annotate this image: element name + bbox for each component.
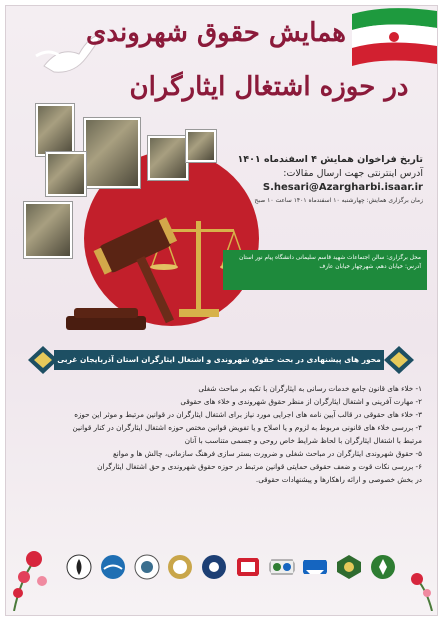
photo-frame xyxy=(186,130,216,162)
topics-header: محور های پیشنهادی در بحث حقوق شهروندی و اشتغال ایثارگران استان آذربایجان غربی xyxy=(54,350,384,370)
topic-item: ۶- بررسی نکات قوت و ضعف حقوقی حمایتی قوانین مرتبط در حوزه حقوق شهروندی و حق اشتغال ایثارگران xyxy=(97,462,422,471)
topic-item: مرتبط با اشتغال ایثارگران با لحاظ شرایط خاص روحی و جسمی متناسب با آنان xyxy=(184,436,422,445)
topics-list xyxy=(22,382,422,486)
poster xyxy=(5,5,438,616)
dual-logo-icon xyxy=(269,554,295,580)
tehran-logo-icon xyxy=(235,554,261,580)
topic-item: ۲- مهارت آفرینی و اشتغال ایثارگران از منظر حقوق شهروندی و خلاء های حقوقی xyxy=(180,397,422,406)
navy-logo-icon xyxy=(201,554,227,580)
logos-row xyxy=(66,549,396,585)
photo-frame xyxy=(84,118,140,188)
topic-item: در بخش خصوصی و ارائه راهکارها و پیشنهادات حقوقی. xyxy=(255,475,422,484)
topic-item: ۵- حقوق شهروندی ایثارگران در مباحث شغلی و ضرورت بستر سازی فرهنگ سازمانی، چالش ها و موانع xyxy=(112,449,422,458)
photo-frame xyxy=(46,152,86,196)
ship-logo-icon xyxy=(302,554,328,580)
venue-box xyxy=(223,250,427,290)
gavel-icon xyxy=(56,211,216,341)
ornament-icon xyxy=(382,344,416,376)
page-subtitle: در حوزه اشتغال ایثارگران xyxy=(129,72,409,102)
army-logo-icon xyxy=(336,554,362,580)
venue-line: محل برگزاری: سالن اجتماعات شهید قاسم سلیمانی دانشگاه پیام نور استان xyxy=(239,255,421,261)
call-date: تاریخ فراخوان همایش ۴ اسفندماه ۱۴۰۱ xyxy=(237,154,423,165)
page-title: همایش حقوق شهروندی xyxy=(86,18,346,48)
seal-logo-icon xyxy=(167,554,193,580)
email-address[interactable]: S.hesari@Azargharbi.isaar.ir xyxy=(262,182,423,193)
venue-address: آدرس: خیابان دهم، شهرچهار خیابان عارف xyxy=(319,264,421,270)
info-block xyxy=(223,154,423,204)
photo-frame xyxy=(148,136,188,180)
flowers-decoration-icon xyxy=(6,531,66,611)
email-label: آدرس اینترنتی جهت ارسال مقالات: xyxy=(283,168,423,179)
flowers-decoration-icon xyxy=(397,561,437,611)
iran-emblem-logo-icon xyxy=(66,554,92,580)
topic-item: ۱- خلاء های قانون جامع خدمات رسانی به ایثارگران با تکیه بر مباحث شغلی xyxy=(198,384,422,393)
university-logo-icon xyxy=(134,554,160,580)
topic-item: ۳- خلاء های حقوقی در قالب آیین نامه های اجرایی مورد نیاز برای اشتغال ایثارگران در قوانین مرتبط و موثر این حوزه xyxy=(74,410,422,419)
event-date: زمان برگزاری همایش: چهارشنبه ۱۰ اسفندماه ۱۴۰۱ ساعت ۱۰ صبح xyxy=(254,197,423,204)
photo-frame xyxy=(36,104,74,156)
topic-item: ۴- بررسی خلاء های قانونی مربوط به لزوم و یا اصلاح و یا تفویض قوانین مختص حوزه اشتغال ایثارگران در کنار قوانین xyxy=(72,423,422,432)
water-logo-icon xyxy=(100,554,126,580)
isaar-logo-icon xyxy=(370,554,396,580)
